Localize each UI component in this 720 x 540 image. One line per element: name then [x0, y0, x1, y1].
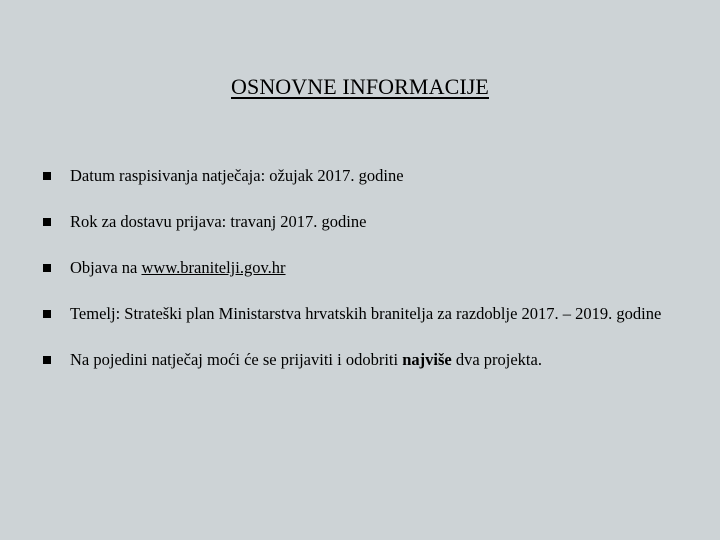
bullet-text: Rok za dostavu prijava: travanj 2017. godine	[70, 212, 367, 231]
bullet-item-date	[40, 166, 690, 185]
bullet-item-deadline	[40, 212, 690, 231]
bullet-item-publication	[40, 258, 690, 277]
square-bullet-icon	[43, 218, 51, 226]
bullet-text-prefix: Na pojedini natječaj moći će se prijaviti i odobriti	[70, 350, 403, 369]
bullet-list	[40, 166, 690, 396]
bullet-item-limit	[40, 350, 690, 369]
emphasis-text: najviše	[402, 350, 452, 369]
square-bullet-icon	[43, 172, 51, 180]
square-bullet-icon	[43, 310, 51, 318]
slide-title: OSNOVNE INFORMACIJE	[231, 74, 489, 99]
square-bullet-icon	[43, 264, 51, 272]
bullet-text-suffix: dva projekta.	[451, 350, 542, 369]
bullet-item-basis	[40, 304, 690, 323]
bullet-text: Datum raspisivanja natječaja: ožujak 2017. godine	[70, 166, 404, 185]
square-bullet-icon	[43, 356, 51, 364]
bullet-text: Temelj: Strateški plan Ministarstva hrvatskih branitelja za razdoblje 2017. – 2019. godine	[70, 304, 662, 323]
bullet-text-prefix: Objava na	[70, 258, 142, 277]
website-link[interactable]: www.branitelji.gov.hr	[141, 258, 286, 277]
